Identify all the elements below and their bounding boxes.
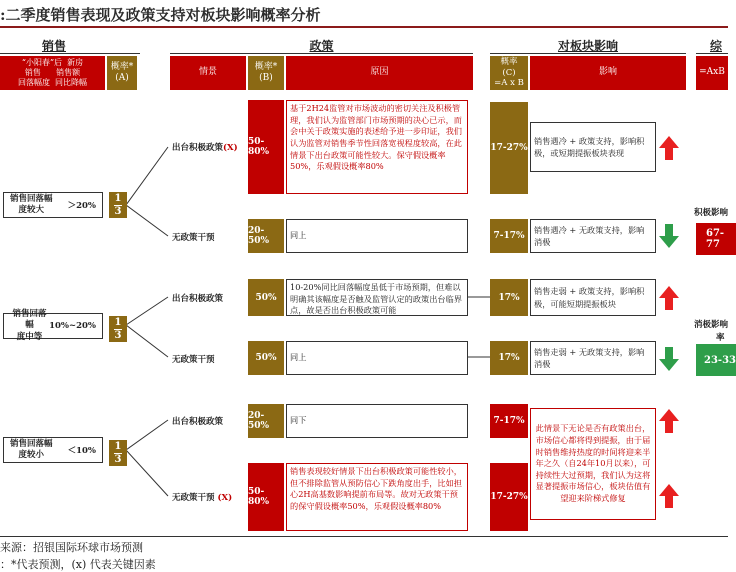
sales-row-small xyxy=(3,437,103,463)
impact-cell-merged: 此情景下无论是否有政策出台，市场信心都将得到提振，由于届时销售维持热度的时间将迎来半年之久（自24年10月以来），可持续性大过预期，我们认为这将显著提振市场信心，板块估值有望迎来阶梯式修复 xyxy=(530,408,656,520)
footer-source: 来源：招银国际环球市场预测 xyxy=(0,541,143,554)
prob-a-medium: 1 3 xyxy=(109,316,127,342)
section-right-partial: 综 xyxy=(709,39,722,53)
header-prob-b-l1: 概率* xyxy=(254,61,278,72)
sales-row-small-threshold: ＜10% xyxy=(67,446,96,456)
scenario-label: 无政策干预 xyxy=(172,355,215,365)
sales-row-small-name: 销售回落幅 度较小 xyxy=(10,438,53,460)
footer-divider xyxy=(0,536,728,537)
header-reason: 原因 xyxy=(286,56,473,90)
positive-impact-label: 积极影响 xyxy=(694,208,729,218)
up-arrow-icon xyxy=(658,408,680,434)
scenario-label: 出台积极政策 xyxy=(172,294,224,304)
header-prob-a-l2: (A) xyxy=(115,73,129,83)
prob-b-cell: 20-50% xyxy=(248,219,284,253)
header-prob-c-l1: 概率 xyxy=(500,57,518,68)
scenario-label: 出台积极政策 xyxy=(172,417,224,427)
header-prob-c-l2: (C) xyxy=(502,67,516,78)
prob-b-cell: 20-50% xyxy=(248,404,284,438)
prob-a-large: 1 3 xyxy=(109,192,127,218)
prob-b-cell: 50% xyxy=(248,341,284,375)
reason-cell: 销售表现较好情景下出台积极政策可能性较小，但不排除监管从预防信心下跌角度出手，比如担心2H高基数影响提前布局等。故对无政策干预的保守假设概率50%，乐观假设概率80% xyxy=(286,463,468,531)
reason-cell: 同上 xyxy=(286,341,468,375)
prob-c-cell: 7-17% xyxy=(490,404,528,438)
up-arrow-icon xyxy=(658,483,680,509)
header-sales-line2: 销售 销售额 xyxy=(24,68,81,77)
sales-row-large xyxy=(3,192,103,218)
reason-cell: 基于2H24监管对市场波动的密切关注及积极管理，我们认为监管部门市场预期的决心已示，而会中关于政策实施的表述给予进一步印证，我们认为监管对销售季节性回落宽视程度较高，在此情景下出台政策可能性较大。保守假设概率50%，乐观假设概率80% xyxy=(286,100,468,194)
header-prob-c-l3: =A x B xyxy=(494,78,524,89)
prob-b-cell: 50-80% xyxy=(248,463,284,531)
sales-row-medium-threshold: 10%~20% xyxy=(49,321,96,331)
impact-cell: 销售走弱 + 政策支持，影响积极，可能短期提振板块 xyxy=(530,279,656,316)
sales-row-large-threshold: ＞20% xyxy=(67,201,96,211)
prob-c-cell: 17-27% xyxy=(490,102,528,194)
impact-cell: 销售走弱 + 无政策支持，影响消极 xyxy=(530,341,656,375)
prob-c-cell: 17% xyxy=(490,341,528,375)
header-prob-a-l1: 概率* xyxy=(110,61,134,72)
positive-impact-value: 67-77 xyxy=(696,223,736,255)
header-sales-line3: 回落幅度 同比降幅 xyxy=(17,78,88,87)
section-impact: 对板块影响 xyxy=(557,39,618,53)
negative-impact-value: 23-33 xyxy=(696,344,736,376)
scenario-label: 出台积极政策(X) xyxy=(172,143,238,153)
header-scenario: 情景 xyxy=(170,56,246,90)
sales-row-medium xyxy=(3,309,103,342)
impact-cell: 销售遇冷 + 无政策支持，影响消极 xyxy=(530,219,656,253)
prob-b-cell: 50% xyxy=(248,279,284,316)
sales-row-medium-name: 销售回落幅 度中等 xyxy=(12,309,47,342)
prob-a-small: 1 3 xyxy=(109,440,127,466)
up-arrow-icon xyxy=(658,285,680,311)
sales-row-large-name: 销售回落幅 度较大 xyxy=(10,193,53,215)
impact-cell: 销售遇冷 + 政策支持，影响积极，或短期提振板块表现 xyxy=(530,122,656,172)
reason-cell: 10-20%同比回落幅度虽低于市场预期，但难以明确其该幅度是否触及监管认定的政策出台临界点，故是否出台积极政策可能 xyxy=(286,279,468,316)
scenario-label: 无政策干预 (X) xyxy=(172,493,233,503)
header-right-formula: =AxB xyxy=(696,56,728,90)
up-arrow-icon xyxy=(658,135,680,161)
negative-impact-label: 消极影响 xyxy=(694,320,729,330)
scenario-label: 无政策干预 xyxy=(172,233,215,243)
down-arrow-icon xyxy=(658,346,680,372)
prob-c-cell: 7-17% xyxy=(490,219,528,253)
footer-note: ：*代表预测，(x) 代表关键因素 xyxy=(0,558,156,571)
section-sales: 销售 xyxy=(41,39,66,53)
header-sales-line1: “小阳春”后 新房 xyxy=(21,58,84,67)
header-prob-b-l2: (B) xyxy=(259,73,273,83)
prob-c-cell: 17-27% xyxy=(490,463,528,531)
down-arrow-icon xyxy=(658,223,680,249)
reason-cell: 同上 xyxy=(286,219,468,253)
reason-cell: 同下 xyxy=(286,404,468,438)
prob-b-cell: 50-80% xyxy=(248,100,284,194)
header-impact: 影响 xyxy=(530,56,686,90)
prob-c-cell: 17% xyxy=(490,279,528,316)
section-policy: 政策 xyxy=(309,39,334,53)
page-title: :二季度销售表现及政策支持对板块影响概率分析 xyxy=(0,6,321,24)
negative-impact-label2: 率 xyxy=(716,333,725,343)
